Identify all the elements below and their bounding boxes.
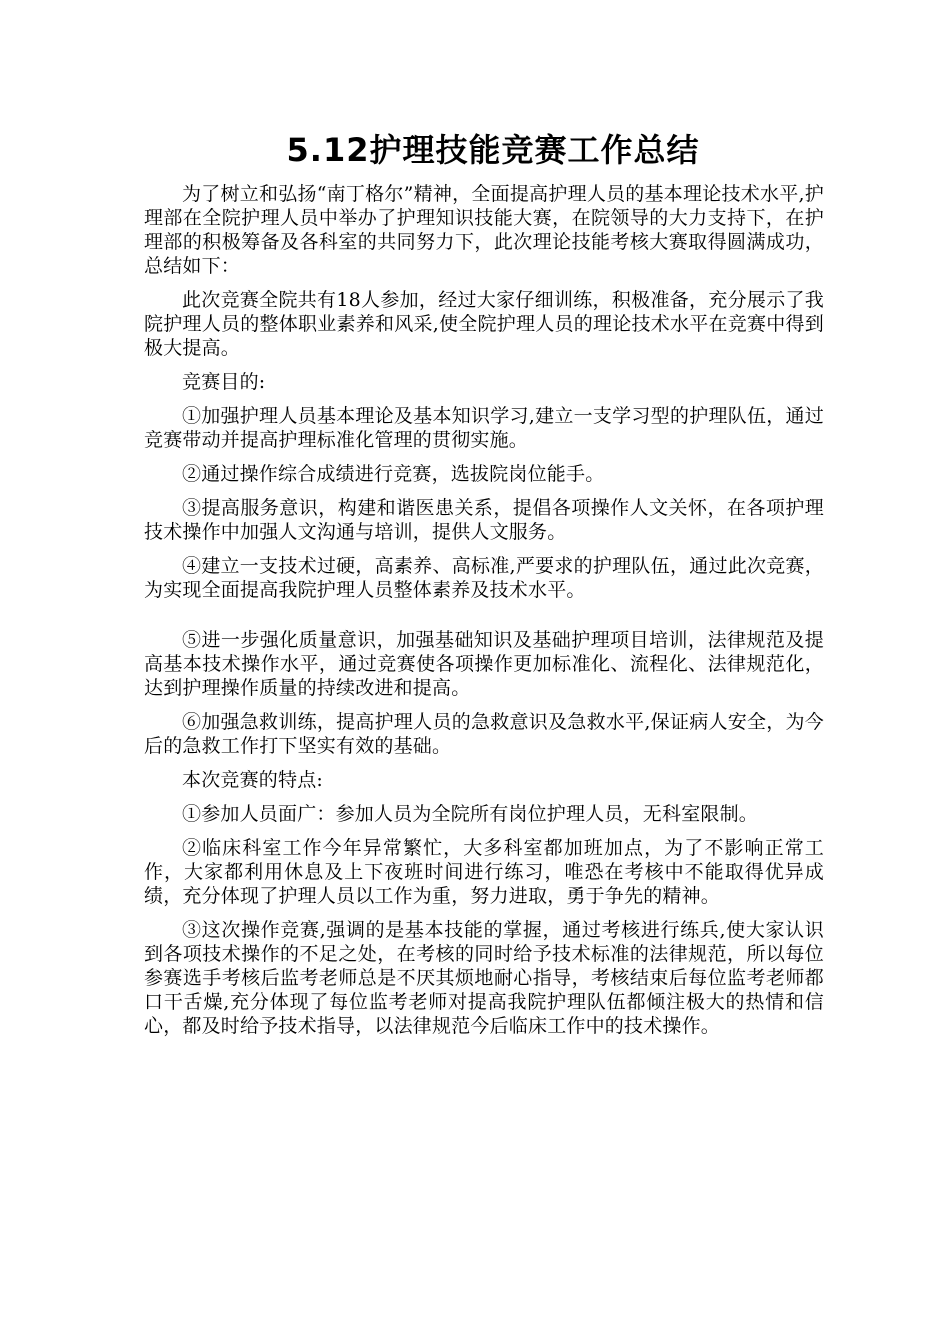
- purpose-item-1: ①加强护理人员基本理论及基本知识学习,建立一支学习型的护理队伍，通过竞赛带动并提高护理标准化管理的贯彻实施。: [144, 405, 824, 451]
- document-title: 5.12护理技能竞赛工作总结: [286, 131, 700, 169]
- feature-item-3: ③这次操作竞赛,强调的是基本技能的掌握，通过考核进行练兵,使大家认识到各项技术操作的不足之处，在考核的同时给予技术标准的法律规范，所以每位参赛选手考核后监考老师总是不厌其烦地耐心指导，考核结束后每位监考老师都口干舌燥,充分体现了每位监考老师对提高我院护理队伍都倾注极大的热情和信心，都及时给予技术指导，以法律规范今后临床工作中的技术操作。: [144, 919, 824, 1037]
- purpose-item-5: ⑤进一步强化质量意识，加强基础知识及基础护理项目培训，法律规范及提高基本技术操作水平，通过竞赛使各项操作更加标准化、流程化、法律规范化，达到护理操作质量的持续改进和提高。: [144, 629, 824, 699]
- paragraph-participants: 此次竞赛全院共有18人参加，经过大家仔细训练，积极准备，充分展示了我院护理人员的整体职业素养和风采,使全院护理人员的理论技术水平在竞赛中得到极大提高。: [144, 289, 824, 359]
- purpose-item-6: ⑥加强急救训练，提高护理人员的急救意识及急救水平,保证病人安全，为今后的急救工作打下坚实有效的基础。: [144, 711, 824, 757]
- document-body: [144, 182, 824, 1048]
- heading-features: 本次竞赛的特点:: [182, 769, 324, 791]
- feature-item-1: ①参加人员面广：参加人员为全院所有岗位护理人员，无科室限制。: [182, 803, 759, 825]
- heading-purpose: 竞赛目的:: [182, 371, 266, 393]
- purpose-item-4: ④建立一支技术过硬，高素养、高标准,严要求的护理队伍，通过此次竞赛，为实现全面提高我院护理人员整体素养及技术水平。: [144, 555, 824, 601]
- purpose-item-3: ③提高服务意识，构建和谐医患关系，提倡各项操作人文关怀，在各项护理技术操作中加强人文沟通与培训，提供人文服务。: [144, 497, 824, 543]
- paragraph-intro: 为了树立和弘扬“南丁格尔”精神，全面提高护理人员的基本理论技术水平,护理部在全院护理人员中举办了护理知识技能大赛，在院领导的大力支持下，在护理部的积极筹备及各科室的共同努力下，此次理论技能考核大赛取得圆满成功，总结如下：: [144, 183, 824, 277]
- feature-item-2: ②临床科室工作今年异常繁忙，大多科室都加班加点，为了不影响正常工作，大家都利用休息及上下夜班时间进行练习，唯恐在考核中不能取得优异成绩，充分体现了护理人员以工作为重，努力进取，勇于争先的精神。: [144, 837, 824, 907]
- purpose-item-2: ②通过操作综合成绩进行竞赛，选拔院岗位能手。: [182, 463, 605, 485]
